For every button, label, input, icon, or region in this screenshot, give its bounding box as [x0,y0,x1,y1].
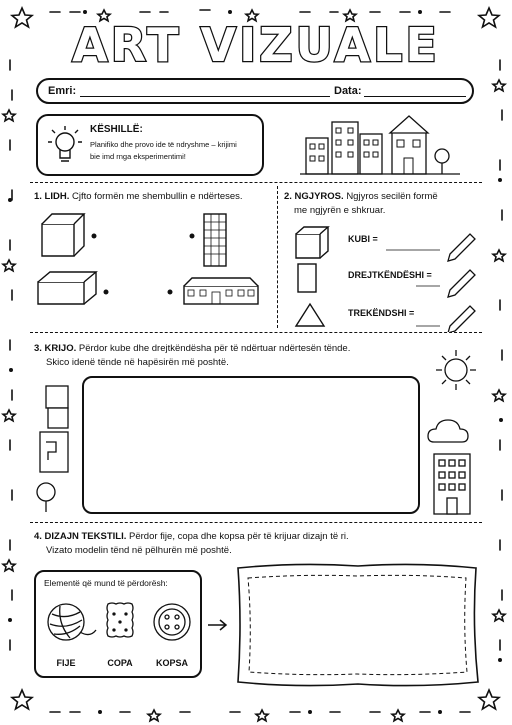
divider [30,332,482,333]
section2-number: 2. NGJYROS. [284,191,344,202]
material-label: COPA [107,658,133,668]
cube-shape [296,227,328,258]
star-icon [479,690,499,709]
rectangle-color-label: DREJTKËNDËSHI = [348,270,432,280]
name-field[interactable] [80,96,330,97]
tip-box [36,114,264,176]
section2-line1: Ngjyros secilën formë [346,191,438,202]
date-field[interactable] [364,96,466,97]
material-label: KOPSA [155,658,188,668]
pencil-icon [448,234,475,332]
section1-number: 1. LIDH. [34,191,70,202]
fabric-patch-icon [107,603,133,637]
name-label: Emri: [48,85,77,97]
section3-instruction [34,342,350,370]
section3-number: 3. KRIJO. [34,343,77,354]
match-dot [168,290,173,295]
divider [30,522,482,523]
date-label: Data: [334,85,362,97]
materials-heading: Elementë që mund të përdorësh: [44,578,168,588]
section4-line1: Përdor fije, copa dhe kopsa për të krijuar dizajn të ri. [129,531,349,542]
button-icon [154,604,190,640]
tip-heading: KËSHILLË: [90,124,143,135]
tip-line1: Planifiko dhe provo ide të ndryshme – krijimi [90,140,237,149]
triangle-shape [296,304,324,326]
matching-exercise[interactable] [34,206,270,314]
section2-instruction [284,190,438,218]
sun-icon [436,350,476,390]
section4-instruction [34,530,349,558]
materials-box [34,570,202,678]
section1-text: Cjfto formën me shembullin e ndërteses. [72,191,243,202]
section2-line2: me ngjyrën e shkruar. [294,205,386,216]
city-buildings-illustration [300,110,460,176]
section3-line1: Përdor kube dhe drejtkëndësha për të ndërtuar ndërtesën tënde. [78,343,351,354]
cube-shape [42,214,84,256]
cube-color-label: KUBI = [348,234,378,244]
tip-line2: bie imd rnga eksperimentimi! [90,152,186,161]
sketch-area[interactable] [82,376,420,514]
star-icon [12,690,32,709]
page-title: ART VIZUALE [72,18,440,72]
name-date-bar [36,78,474,104]
yarn-ball-icon [48,604,96,640]
materials-icons [42,598,198,648]
building-icon [434,454,470,514]
match-dot [92,234,97,239]
stacked-blocks-illustration [34,382,80,516]
material-label: FIJE [56,658,76,668]
section1-instruction [34,190,243,204]
rectangular-prism-shape [38,272,96,304]
rectangle-shape [298,264,316,292]
fabric-drawing-area[interactable] [232,560,482,690]
sun-cloud-building-illustration [426,344,490,516]
match-dot [104,290,109,295]
lightbulb-icon [44,122,86,170]
section4-number: 4. DIZAJN TEKSTILI. [34,531,127,542]
triangle-color-label: TREKËNDSHI = [348,308,415,318]
divider [30,182,482,183]
cloud-icon [428,420,468,442]
arrow-right-icon [206,618,230,632]
divider [277,186,278,328]
long-building [184,278,258,304]
match-dot [190,234,195,239]
section3-line2: Skico idenë tënde në hapësirën më poshtë. [46,357,229,368]
section4-line2: Vizato modelin tënd në pëlhurën më poshtë. [46,545,232,556]
